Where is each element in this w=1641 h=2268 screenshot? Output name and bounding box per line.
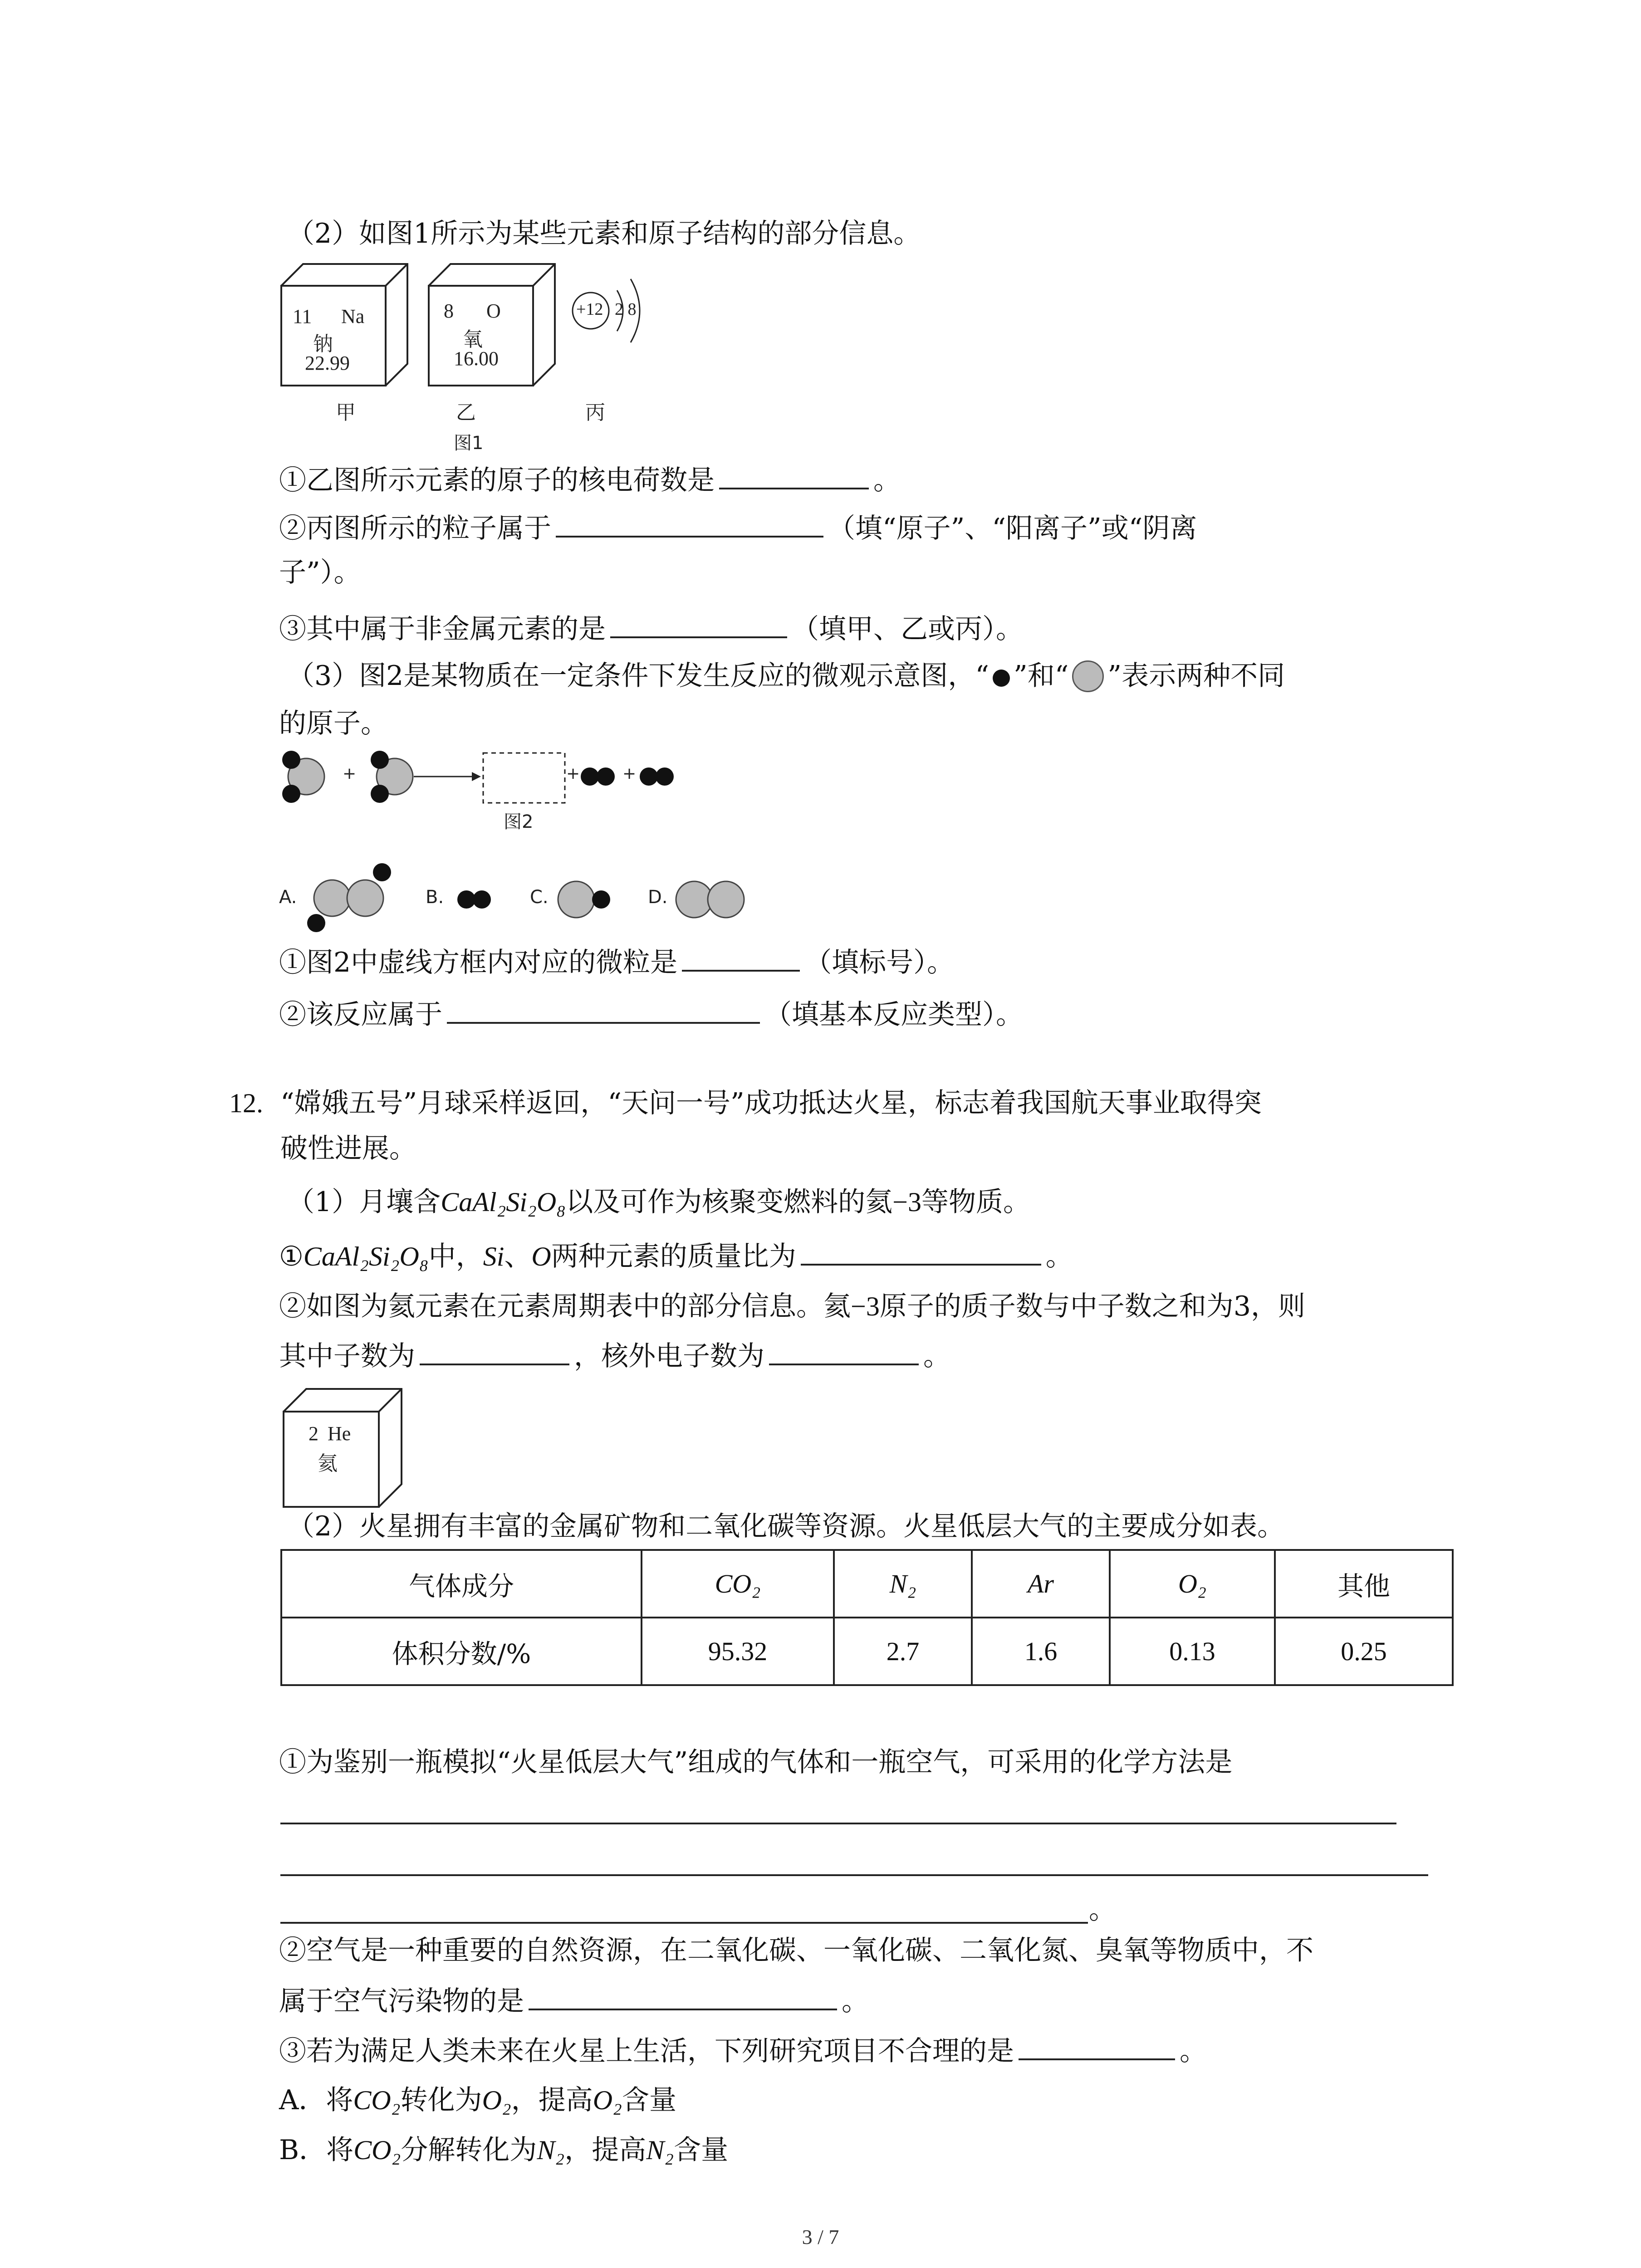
formula-n2: N₂: [646, 2135, 674, 2165]
cell-jia-number: 11: [293, 305, 312, 327]
plus-sign: +: [622, 764, 637, 783]
question-3-line: [279, 610, 1023, 647]
part3-intro: [287, 658, 1285, 694]
formula-caal2si2o8: CaAl₂Si₂O₈: [441, 1187, 566, 1217]
figure2-question-2: [279, 996, 1023, 1033]
sub1-q2-text-c: 其中子数为: [279, 1340, 415, 1372]
sub1-q2-text-b: 原子的质子数与中子数之和为3，则: [879, 1290, 1306, 1322]
question-12-stem: “嫦娥五号”月球采样返回，“天问一号”成功抵达火星，标志着我国航天事业取得突: [280, 1087, 1262, 1119]
cell-yi-number: 8: [444, 300, 454, 322]
period: 。: [1089, 1894, 1116, 1926]
sub1-text-b: 以及可作为核聚变燃料的氦: [566, 1186, 893, 1218]
reaction-arrow: [414, 772, 481, 781]
answer-line-2[interactable]: [280, 1874, 1428, 1876]
option-b-text: B．将: [279, 2134, 354, 2166]
option-a-label: A.: [279, 887, 297, 908]
option-a-molecule: [307, 863, 391, 932]
answer-line-3[interactable]: [280, 1922, 1088, 1924]
sub1-q2-text-a: ②如图为氦元素在元素周期表中的部分信息。氦: [279, 1290, 851, 1322]
answer-blank-q2[interactable]: [556, 509, 823, 538]
sub1-q1-text-a: 中，: [428, 1241, 483, 1272]
reactant-molecule-2: [371, 751, 413, 803]
part3-text-b: ”和“: [1014, 660, 1069, 692]
figure2-question-2-text: ②该反应属于: [279, 999, 442, 1031]
option-d-molecule: [676, 881, 744, 918]
gas-ar-cell: Ar: [972, 1550, 1110, 1618]
figure-1-caption: 图1: [454, 433, 484, 454]
sub2-question-1: ①为鉴别一瓶模拟“火星低层大气”组成的气体和一瓶空气，可采用的化学方法是: [279, 1746, 1233, 1778]
answer-blank-unreasonable[interactable]: [1019, 2032, 1175, 2060]
value-co2-cell: 95.32: [642, 1618, 834, 1685]
sub1-text-a: （1）月壤含: [287, 1186, 441, 1218]
value-n2-cell: 2.7: [834, 1618, 972, 1685]
answer-blank-r2[interactable]: [447, 996, 760, 1024]
question-2-text: ②丙图所示的粒子属于: [279, 513, 551, 544]
answer-blank-electrons[interactable]: [769, 1337, 919, 1365]
atmosphere-table: [280, 1549, 1454, 1686]
cell-yi-name: 氧: [463, 328, 483, 351]
page-number: 3 / 7: [802, 2225, 839, 2248]
value-ar-cell: 1.6: [972, 1618, 1110, 1685]
gas-n2-cell: N₂: [834, 1550, 972, 1618]
sub1-intro: [287, 1184, 1030, 1220]
gas-co2-cell: CO₂: [642, 1550, 834, 1618]
product-molecule-2: [640, 767, 674, 786]
cell-yi-symbol: O: [486, 300, 501, 322]
question-3-hint: （填甲、乙或丙）。: [792, 613, 1023, 645]
dashed-box: [483, 753, 565, 803]
plus-sign: +: [343, 764, 357, 783]
table-header-cell: 气体成分: [281, 1550, 642, 1618]
gas-other-cell: 其他: [1275, 1550, 1453, 1618]
question-1-line: [279, 461, 901, 499]
black-atom-icon: [993, 670, 1010, 687]
answer-blank-q3[interactable]: [610, 610, 787, 638]
value-o2-cell: 0.13: [1110, 1618, 1275, 1685]
ion-shell-electrons: 2 8: [615, 300, 637, 319]
sub1-question-1: [279, 1237, 1073, 1275]
option-b-text: ，提高: [564, 2134, 647, 2166]
period: 。: [1180, 2035, 1207, 2067]
sub1-q1-sep: 、: [504, 1241, 532, 1272]
figure-2-reaction: [272, 744, 681, 812]
figure2-question-2-hint: （填基本反应类型）。: [764, 999, 1023, 1031]
sub2-q2-text: 属于空气污染物的是: [279, 1985, 524, 2017]
figure2-question-1-hint: （填标号）。: [804, 947, 955, 978]
sub1-question-2: [279, 1288, 1305, 1325]
option-c-molecule: [558, 881, 610, 918]
question-2-line: [279, 509, 1197, 547]
label-yi: 乙: [456, 401, 476, 424]
he-cell-number: 2: [309, 1422, 318, 1445]
sub2-question-2: ②空气是一种重要的自然资源，在二氧化碳、一氧化碳、二氧化氮、臭氧等物质中，不: [279, 1935, 1313, 1966]
reactant-molecule-1: [282, 751, 324, 803]
label-jia: 甲: [336, 401, 356, 424]
option-b: [279, 2132, 728, 2168]
question-2-hint: （填“原子”、“阳离子”或“阴离: [828, 513, 1197, 544]
sub1-q2-text-d: ，核外电子数为: [574, 1340, 764, 1372]
product-molecule-1: [581, 767, 615, 786]
sub2-question-2-continued: [279, 1982, 869, 2019]
cell-jia-symbol: Na: [341, 305, 365, 327]
figure-2-options: [272, 855, 771, 932]
helium-3-mark: −3: [892, 1187, 921, 1217]
he-cell-name: 氦: [318, 1452, 338, 1475]
sub1-question-2-continued: [279, 1337, 950, 1374]
part3-text-a: （3）图2是某物质在一定条件下发生反应的微观示意图，“: [287, 660, 989, 692]
question-1-text: ①乙图所示元素的原子的核电荷数是: [279, 464, 715, 496]
period: 。: [873, 464, 901, 496]
answer-blank-mass-ratio[interactable]: [801, 1237, 1041, 1266]
question-2-continued: 子”）。: [279, 557, 361, 588]
sub2-intro: （2）火星拥有丰富的金属矿物和二氧化碳等资源。火星低层大气的主要成分如表。: [287, 1510, 1285, 1542]
figure2-question-1-text: ①图2中虚线方框内对应的微粒是: [279, 947, 678, 978]
gas-o2-cell: O₂: [1110, 1550, 1275, 1618]
table-header-cell: 体积分数/%: [281, 1618, 642, 1685]
option-a-text: 含量: [622, 2084, 676, 2116]
answer-line-1[interactable]: [280, 1823, 1396, 1824]
figure2-question-1: [279, 943, 954, 981]
option-a-text: 转化为: [400, 2084, 482, 2116]
cell-yi-mass: 16.00: [454, 347, 499, 370]
answer-blank-q1[interactable]: [719, 461, 869, 489]
he-cell-symbol: He: [328, 1422, 351, 1445]
element-si: Si: [483, 1242, 505, 1271]
answer-blank-non-pollutant[interactable]: [529, 1982, 837, 2010]
period: 。: [1045, 1241, 1073, 1272]
option-d-label: D.: [648, 887, 668, 908]
plus-sign: +: [566, 764, 580, 783]
sub1-text-c: 等物质。: [921, 1186, 1030, 1218]
cell-jia-name: 钠: [313, 332, 333, 356]
sub2-question-3: [279, 2032, 1207, 2069]
option-b-text: 含量: [674, 2134, 729, 2166]
option-a-text: ，提高: [511, 2084, 593, 2116]
sub2-q3-text: ③若为满足人类未来在火星上生活，下列研究项目不合理的是: [279, 2035, 1014, 2067]
period: 。: [842, 1985, 869, 2017]
option-a: [279, 2082, 676, 2118]
option-b-text: 分解转化为: [401, 2134, 537, 2166]
formula-n2: N₂: [537, 2135, 565, 2165]
figure-2-caption: 图2: [504, 811, 534, 832]
helium-cell: [272, 1379, 408, 1515]
part2-intro: （2）如图1所示为某些元素和原子结构的部分信息。: [287, 218, 921, 249]
formula-caal2si2o8: CaAl₂Si₂O₈: [303, 1242, 429, 1271]
circled-1: ①: [279, 1241, 304, 1272]
option-a-text: A．将: [279, 2084, 353, 2116]
formula-co2: CO₂: [353, 2135, 401, 2165]
formula-o2: O₂: [482, 2085, 511, 2115]
formula-co2: CO₂: [353, 2085, 401, 2115]
table-row: [281, 1550, 1453, 1618]
question-3-text: ③其中属于非金属元素的是: [279, 613, 606, 645]
table-row: [281, 1618, 1453, 1685]
period: 。: [923, 1340, 950, 1372]
option-c-label: C.: [530, 887, 549, 908]
part3-intro-continued: 的原子。: [279, 708, 388, 739]
value-other-cell: 0.25: [1275, 1618, 1453, 1685]
part3-text-c: ”表示两种不同: [1107, 660, 1285, 692]
sub1-q1-text-b: 两种元素的质量比为: [551, 1241, 796, 1272]
formula-o2: O₂: [593, 2085, 622, 2115]
element-o: O: [531, 1242, 551, 1271]
answer-blank-neutrons[interactable]: [420, 1337, 569, 1365]
cell-jia-mass: 22.99: [305, 352, 350, 374]
question-12-number: 12.: [229, 1088, 263, 1118]
question-12-stem-continued: 破性进展。: [280, 1133, 416, 1164]
label-bing: 丙: [585, 401, 605, 424]
option-b-label: B.: [426, 887, 444, 908]
gray-atom-icon: [1072, 660, 1104, 692]
option-b-molecule: [457, 890, 491, 909]
answer-blank-r1[interactable]: [682, 943, 800, 972]
helium-3-mark: −3: [851, 1291, 880, 1321]
ion-nucleus-charge: +12: [576, 300, 603, 319]
